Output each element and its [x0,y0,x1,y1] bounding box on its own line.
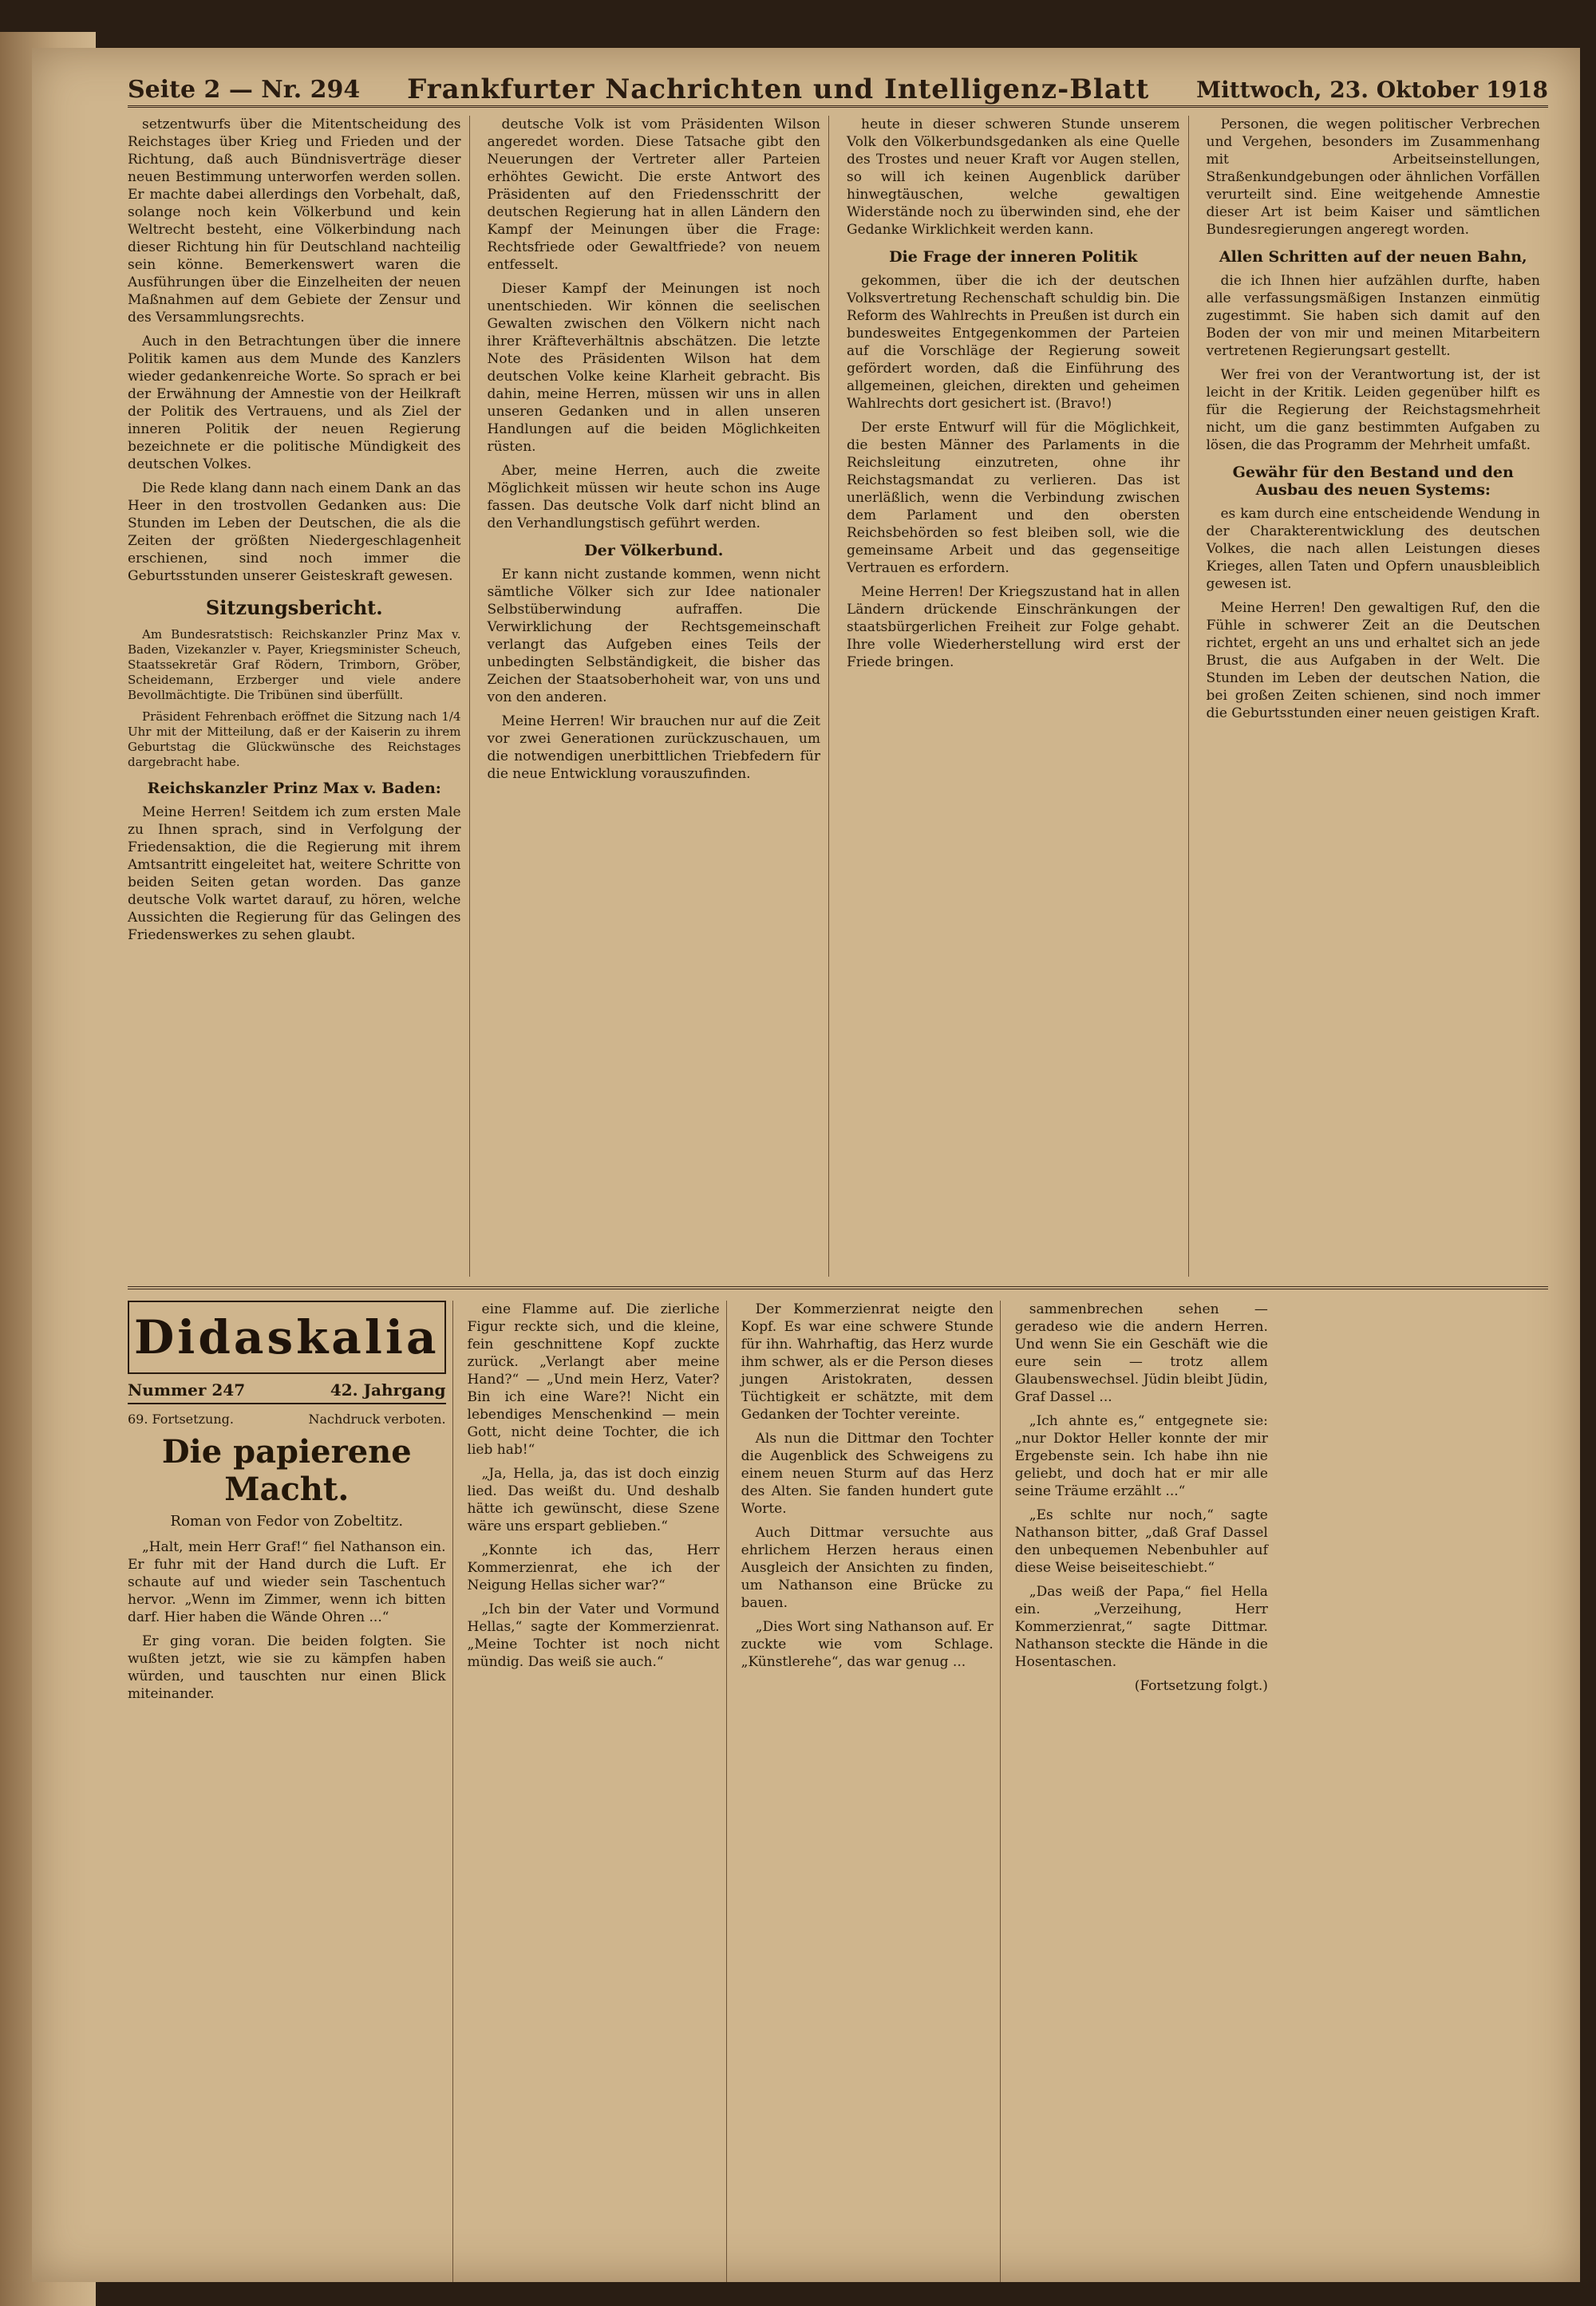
paragraph: „Ja, Hella, ja, das ist doch einzig lied. Das weißt du. Und deshalb hätte ich gewünscht, diese Szene wäre uns erspart geblieben.“ [467,1466,720,1534]
issue-date: Mittwoch, 23. Oktober 1918 [1196,76,1548,103]
paragraph: „Das weiß der Papa,“ fiel Hella ein. „Verzeihung, Herr Kommerzienrat,“ sagte Dittmar. Nathanson steckte die Hände in die Hosentaschen. [1014,1584,1268,1670]
section-divider [128,1286,1548,1289]
paragraph: „Ich ahnte es,“ entgegnete sie: „nur Doktor Heller konnte der mir Ergebenste sein. Ich habe ihn nie geliebt, und doch hat er mir alle seine Träume erzählt ...“ [1014,1413,1268,1499]
feuilleton-section [128,1301,1548,2282]
paragraph: Der erste Entwurf will für die Möglichkeit, die besten Männer des Parlaments in die Reichsleitung einzutreten, ohne ihr Reichstagsmandat zu verlieren. Das ist unerläßlich, wenn die Verbindung zwischen dem Parlament und den obersten Reichsbehörden so fest bleiben soll, wie die gemeinsame Arbeit und das gegenseitige Vertrauen es erfordern. [847,420,1180,576]
feuilleton-column-2 [468,1301,727,2282]
section-heading: Sitzungsbericht. [205,596,383,619]
paragraph: Aber, meine Herren, auch die zweite Möglichkeit müssen wir heute schon ins Auge fassen. Das deutsche Volk darf nicht blind an den Verhandlungstisch geführt werden. [487,463,820,531]
paragraph: Dieser Kampf der Meinungen ist noch unentschieden. Wir können die seelischen Gewalten zwischen den Völkern nicht nach ihrer Kräfteverhältnis abschätzen. Die letzte Note des Präsidenten Wilson hat dem deutschen Volke keine Klarheit gebracht. Bis dahin, meine Herren, müssen wir uns in allen unseren Gedanken und in allen unseren Handlungen auf die beiden Möglichkeiten rüsten. [487,281,820,455]
paragraph: Meine Herren! Wir brauchen nur auf die Zeit vor zwei Generationen zurückzuschauen, um die notwendigen unerbittlichen Triebfedern für die neue Entwicklung vorauszufinden. [487,713,820,782]
masthead: Frankfurter Nachrichten und Intelligenz-Blatt [407,73,1150,105]
paragraph: die ich Ihnen hier aufzählen durfte, haben alle verfassungsmäßigen Instanzen einmütig zugestimmt. Sie haben sich damit auf den Boden der von mir und meinen Mitarbeitern vertretenen Regierungsart gestellt. [1206,273,1540,359]
paragraph: Personen, die wegen politischer Verbrechen und Vergehen, besonders im Zusammenhang mit Arbeitseinstellungen, Straßenkundgebungen oder ähnlichen Vorfällen verurteilt sind. Eine weitgehende Amnestie dieser Art ist beim Kaiser und sämtlichen Bundesregierungen angeregt worden. [1206,116,1540,238]
paragraph: Präsident Fehrenbach eröffnet die Sitzung nach 1/4 Uhr mit der Mitteilung, daß er der Kaiserin zu ihrem Geburtstag die Glückwünsche des Reichstages dargebracht habe. [128,709,461,769]
paragraph: gekommen, über die ich der deutschen Volksvertretung Rechenschaft schuldig bin. Die Reform des Wahlrechts in Preußen ist durch ein bundesweites Entgegenkommen der Parteien auf die Vorschläge der Regierung soweit gefördert worden, daß die Einführung des allgemeinen, gleichen, direkten und geheimen Wahlrechts dort gesichert ist. (Bravo!) [847,273,1180,412]
volume-year: 42. Jahrgang [330,1380,446,1400]
paragraph: Meine Herren! Den gewaltigen Ruf, den die Fühle in schwerer Zeit an die Deutschen richtet, ergeht an uns und erhaltet sich an jede Brust, die aus Aufgaben in der Welt. Die Stunden im Leben der deutschen Nation, die bei großen Zeiten schienen, sind noch immer die Geburtsstunden einer neuen geistigen Kraft. [1206,600,1540,721]
paragraph: Der Kommerzienrat neigte den Kopf. Es war eine schwere Stunde für ihn. Wahrhaftig, das Herz wurde ihm schwer, als er die Person dieses jungen Aristokraten, dessen Tüchtigkeit er schätzte, mit dem Gedanken der Tochter vereinte. [741,1301,994,1423]
novel-author: Roman von Fedor von Zobeltitz. [170,1513,404,1530]
column-1 [128,116,470,1277]
section-heading: Der Völkerbund. [584,542,724,559]
column-4 [1207,116,1549,1277]
continuation-footer: (Fortsetzung folgt.) [1134,1678,1268,1694]
paragraph: Wer frei von der Verantwortung ist, der ist leicht in der Kritik. Leiden gegenüber hilft es für die Regierung der Reichstagsmehrheit nicht, um die ganz bestimmten Aufgaben zu lösen, die das Programm der Mehrheit umfaßt. [1206,367,1540,453]
section-heading: Gewähr für den Bestand und den Ausbau des neuen Systems: [1232,464,1514,499]
feuilleton-column-3 [741,1301,1001,2282]
page-number: Seite 2 — Nr. 294 [128,75,361,104]
paragraph: Auch Dittmar versuchte aus ehrlichem Herzen heraus einen Ausgleich der Ansichten zu finden, um Nathanson eine Brücke zu bauen. [741,1525,994,1611]
paragraph: Als nun die Dittmar den Tochter die Augenblick des Schweigens zu einem neuen Sturm auf das Herz des Alten. Sie fanden hundert gute Worte. [741,1431,994,1517]
meta-row [128,1411,446,1428]
paragraph: „Konnte ich das, Herr Kommerzienrat, ehe ich der Neigung Hellas sicher war?“ [467,1542,720,1593]
paragraph: Meine Herren! Der Kriegszustand hat in allen Ländern drückende Einschränkungen der staatsbürgerlichen Freiheit zur Folge gehabt. Ihre volle Wiederherstellung wird erst der Friede bringen. [847,584,1180,670]
upper-columns [128,116,1548,1277]
paragraph: Am Bundesratstisch: Reichskanzler Prinz Max v. Baden, Vizekanzler v. Payer, Kriegsminister Scheuch, Staatssekretär Graf Rödern, Trimborn, Gröber, Scheidemann, Erzberger und viele andere Bevollmächtigte. Die Tribünen sind überfüllt. [128,627,461,702]
paragraph: Die Rede klang dann nach einem Dank an das Heer in den trostvollen Gedanken aus: Die Stunden im Leben der Deutschen, die als die Zeiten der größten Niedergeschlagenheit erschienen, sind noch immer die Geburtsstunden unserer Geisteskraft gewesen. [128,480,461,584]
section-heading: Allen Schritten auf der neuen Bahn, [1219,248,1527,266]
paragraph: Meine Herren! Seitdem ich zum ersten Male zu Ihnen sprach, sind in Verfolgung der Friedensaktion, die die Regierung mit ihrem Amtsantritt eingeleitet hat, weitere Schritte von beiden Seiten getan worden. Das ganze deutsche Volk wartet darauf, zu hören, welche Aussichten die Regierung für das Gelingen des Friedenswerkes zu sehen glaubt. [128,804,461,943]
paragraph: deutsche Volk ist vom Präsidenten Wilson angeredet worden. Diese Tatsache gibt den Neuerungen der Vertreter aller Parteien erhöhtes Gewicht. Die erste Antwort des Präsidenten auf den Friedensschritt der deutschen Regierung hat in allen Ländern den Kampf der Meinungen über die Frage: Rechtsfriede oder Gewaltfriede? von neuem entfesselt. [487,116,820,273]
paragraph: Auch in den Betrachtungen über die innere Politik kamen aus dem Munde des Kanzlers wieder gedankenreiche Worte. So sprach er bei der Erwähnung der Amnestie von der Heilkraft der Politik des Vertrauens, und als Ziel der inneren Politik der neuen Regierung bezeichnete er die politische Mündigkeit des deutschen Volkes. [128,334,461,472]
paragraph: Er ging voran. Die beiden folgten. Sie wußten jetzt, wie sie zu kämpfen haben würden, und tauschten nur einen Blick miteinander. [128,1633,446,1702]
column-3 [847,116,1189,1277]
reprint-note: Nachdruck verboten. [308,1412,446,1427]
continuation-note: 69. Fortsetzung. [128,1412,234,1427]
paragraph: setzentwurfs über die Mitentscheidung des Reichstages über Krieg und Frieden und der Richtung, daß auch Bündnisverträge dieser neuen Bestimmung unterworfen werden sollen. Er machte dabei allerdings den Vorbehalt, daß, solange noch kein Völkerbund und kein Weltrecht besteht, eine Völkerbindung nach dieser Richtung hin für Deutschland nachteilig sein könne. Bemerkenswert waren die Ausführungen über die Einzelheiten der neuen Maßnahmen auf dem Gebiete der Zensur und des Versammlungsrechts. [128,116,461,326]
paragraph: „Halt, mein Herr Graf!“ fiel Nathanson ein. Er fuhr mit der Hand durch die Luft. Er schaute auf und wieder sein Taschentuch hervor. „Wenn im Zimmer, wenn ich bitten darf. Hier haben die Wände Ohren ...“ [128,1539,446,1625]
speaker-heading: Reichskanzler Prinz Max v. Baden: [147,780,441,797]
paragraph: sammenbrechen sehen — geradeso wie die andern Herren. Und wenn Sie ein Geschäft wie die eure sein — trotz allem Glaubenswechsel. Jüdin bleibt Jüdin, Graf Dassel ... [1014,1301,1268,1405]
section-heading: Die Frage der inneren Politik [889,248,1138,266]
paragraph: „Es schlte nur noch,“ sagte Nathanson bitter, „daß Graf Dassel den unbequemen Nebenbuhler auf diese Weise beiseiteschiebt.“ [1014,1507,1268,1576]
feuilleton-banner [128,1301,446,1374]
column-2 [488,116,830,1277]
feuilleton-column-4 [1015,1301,1274,2282]
feuilleton-title: Didaskalia [134,1310,440,1364]
paragraph: es kam durch eine entscheidende Wendung in der Charakterentwicklung des deutschen Volkes, die nach allen Leistungen dieses Krieges, allen Taten und Opfern unausbleiblich gewesen ist. [1206,506,1540,592]
paragraph: Er kann nicht zustande kommen, wenn nicht sämtliche Völker sich zur Idee nationaler Selbstüberwindung aufraffen. Die Verwirklichung der Rechtsgemeinschaft verlangt das Aufgeben eines Teils der unbedingten Selbständigkeit, die bisher das Zeichen der Staatsoberhoheit war, von uns und von den anderen. [487,567,820,705]
paragraph: eine Flamme auf. Die zierliche Figur reckte sich, und die kleine, fein geschnittene Kopf zuckte zurück. „Verlangt aber meine Hand?“ — „Und mein Herz, Vater? Bin ich eine Ware?! Nicht ein lebendiges Menschenkind — mein Gott, nicht deine Tochter, die ich lieb hab!“ [467,1301,720,1458]
novel-title: Die papierene Macht. [161,1433,412,1508]
feuilleton-column-1 [128,1301,453,2282]
issue-number: Nummer 247 [128,1380,246,1400]
page-header [128,73,1548,108]
paragraph: „Ich bin der Vater und Vormund Hellas,“ sagte der Kommerzienrat. „Meine Tochter ist noch nicht mündig. Das weiß sie auch.“ [467,1601,720,1670]
paragraph: heute in dieser schweren Stunde unserem Volk den Völkerbundsgedanken als eine Quelle des Trostes und neuer Kraft vor Augen stellen, so will ich keinen Augenblick darüber hinwegtäuschen, welche gewaltigen Widerstände noch zu überwinden sind, ehe der Gedanke Wirklichkeit werden kann. [847,116,1180,238]
issue-row [128,1380,446,1404]
paragraph: „Dies Wort sing Nathanson auf. Er zuckte wie vom Schlage. „Künstlerehe“, das war genug ... [741,1619,994,1670]
